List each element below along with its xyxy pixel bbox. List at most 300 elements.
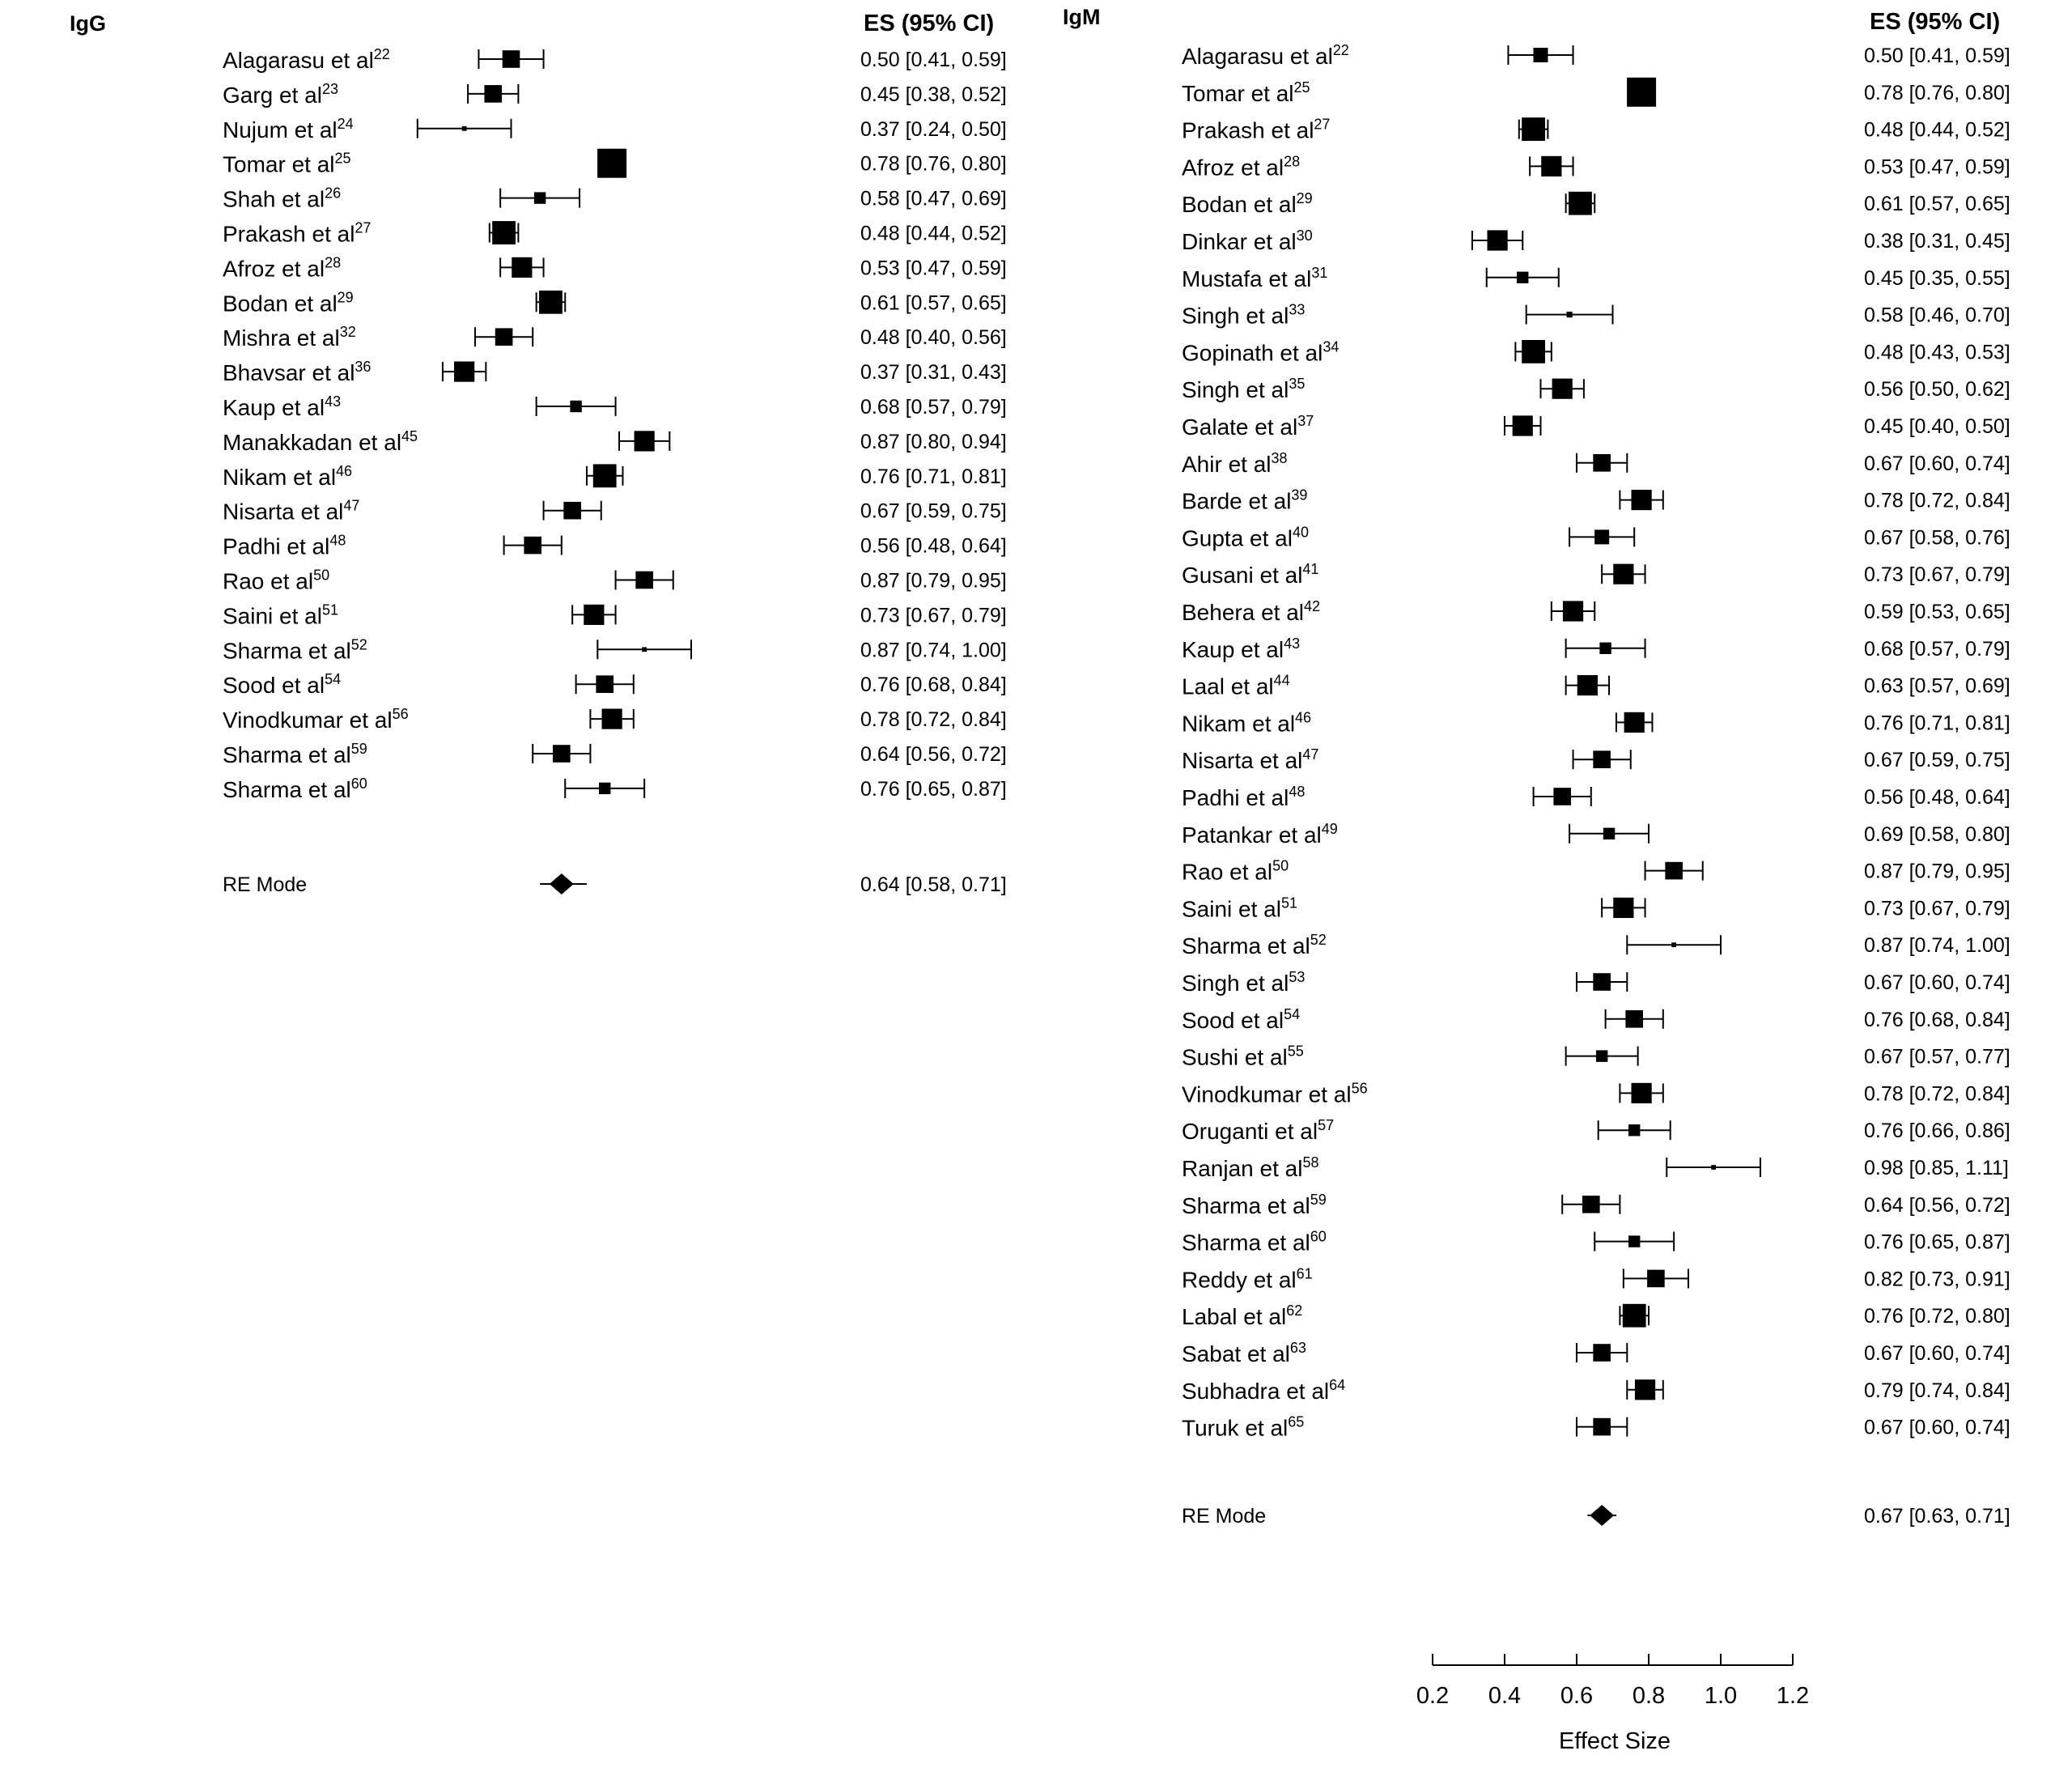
igm-study-ref: 37 (1297, 413, 1314, 429)
igm-point-estimate (1603, 828, 1615, 839)
igm-study-author: Sushi et al (1182, 1044, 1288, 1070)
igm-study-author: Rao et al (1182, 859, 1273, 885)
igg-study-label (223, 359, 371, 385)
igm-study-author: Labal et al (1182, 1304, 1287, 1330)
igg-study-label (223, 776, 367, 802)
igm-x-axis (1416, 1654, 1809, 1709)
igm-axis-tick-label: 0.4 (1488, 1683, 1522, 1709)
igm-study-label (1182, 561, 1318, 588)
igg-ci-value: 0.76 [0.65, 0.87] (860, 777, 1007, 801)
igg-study-row (223, 393, 1007, 420)
igm-study-label (1182, 302, 1305, 329)
igg-study-label (223, 151, 351, 177)
igm-study-author: Sharma et al (1182, 1192, 1310, 1218)
igg-point-estimate (599, 783, 610, 794)
igg-study-author: Shah et al (223, 186, 325, 212)
igg-study-label (223, 533, 346, 559)
igg-study-ref: 25 (334, 150, 351, 167)
igm-study-author: Oruganti et al (1182, 1119, 1318, 1145)
igg-study-author: Sharma et al (223, 638, 351, 664)
igg-study-row (223, 741, 1007, 767)
igm-study-author: Bodan et al (1182, 192, 1297, 218)
igg-study-label (223, 289, 354, 316)
igg-study-author: Sharma et al (223, 742, 351, 767)
igm-study-author: Alagarasu et al (1182, 44, 1333, 69)
igm-point-estimate (1632, 490, 1652, 510)
igm-study-label (1182, 190, 1313, 217)
igg-ci-value: 0.53 [0.47, 0.59] (860, 257, 1007, 280)
igm-study-label (1182, 858, 1289, 885)
igm-study-author: Ahir et al (1182, 451, 1272, 477)
igm-ci-value: 0.67 [0.60, 0.74] (1864, 1416, 2010, 1439)
igg-point-estimate (584, 605, 604, 625)
igg-study-ref: 45 (401, 427, 418, 444)
igm-model-diamond (1590, 1505, 1614, 1526)
igm-study-label (1182, 598, 1320, 625)
igg-study-author: Nikam et al (223, 464, 337, 490)
igm-study-ref: 59 (1310, 1191, 1327, 1208)
igm-point-estimate (1563, 601, 1583, 621)
igm-study-row (1182, 1192, 2010, 1218)
igm-point-estimate (1635, 1379, 1655, 1400)
igg-study-label (223, 81, 338, 108)
igg-ci-value: 0.58 [0.47, 0.69] (860, 187, 1007, 210)
igg-study-ref: 56 (392, 706, 409, 723)
igm-study-row (1182, 78, 2010, 107)
igm-model-label: RE Mode (1182, 1505, 1267, 1528)
igm-ci-value: 0.61 [0.57, 0.65] (1864, 193, 2010, 216)
igg-ci-value: 0.78 [0.76, 0.80] (860, 152, 1007, 176)
igg-study-ref: 47 (343, 497, 360, 514)
igm-study-rows (1182, 42, 2010, 1528)
igm-study-row (1182, 1265, 2010, 1292)
igm-study-row (1182, 450, 2010, 477)
igg-study-author: Padhi et al (223, 533, 330, 559)
igm-study-ref: 43 (1284, 635, 1301, 652)
igm-study-row (1182, 709, 2010, 736)
igm-study-row (1182, 1154, 2009, 1181)
igm-ci-value: 0.50 [0.41, 0.59] (1864, 45, 2010, 67)
igm-study-author: Ranjan et al (1182, 1156, 1303, 1181)
igm-point-estimate (1513, 415, 1533, 436)
igm-study-row (1182, 1043, 2010, 1070)
igm-study-label (1182, 524, 1309, 550)
igg-study-row (223, 324, 1007, 351)
igm-study-author: Nikam et al (1182, 711, 1296, 737)
igg-point-estimate (484, 85, 502, 103)
igm-study-row (1182, 635, 2010, 662)
igg-ci-value: 0.50 [0.41, 0.59] (860, 49, 1007, 71)
igm-study-ref: 41 (1302, 561, 1319, 578)
igg-study-author: Bodan et al (223, 291, 338, 317)
igg-point-estimate (593, 464, 617, 487)
igm-study-label (1182, 376, 1305, 402)
igm-x-axis-title: Effect Size (1558, 1728, 1671, 1754)
igm-study-ref: 52 (1310, 932, 1327, 949)
igm-study-ref: 44 (1273, 672, 1290, 689)
igm-study-ref: 56 (1351, 1080, 1368, 1097)
igm-point-estimate (1671, 942, 1676, 947)
igm-point-estimate (1665, 862, 1683, 880)
igm-study-author: Dinkar et al (1182, 229, 1297, 254)
igm-point-estimate (1517, 272, 1528, 283)
igg-ci-value: 0.48 [0.40, 0.56] (860, 326, 1007, 350)
igm-study-row (1182, 932, 2010, 958)
igm-axis-tick-label: 1.0 (1704, 1683, 1738, 1709)
igm-point-estimate (1613, 898, 1633, 918)
igm-study-author: Gusani et al (1182, 563, 1303, 589)
igg-study-row (223, 46, 1007, 73)
igm-point-estimate (1623, 1304, 1646, 1328)
igm-study-row (1182, 1340, 2010, 1366)
igg-panel-title: IgG (70, 11, 106, 36)
igm-study-row (1182, 524, 2010, 550)
igg-study-ref: 50 (313, 567, 330, 584)
igm-axis-tick-label: 1.2 (1776, 1683, 1810, 1709)
igm-point-estimate (1594, 529, 1609, 544)
igm-axis-tick-label: 0.2 (1416, 1683, 1450, 1709)
igm-study-author: Turuk et al (1182, 1415, 1289, 1441)
igm-point-estimate (1593, 750, 1611, 768)
igm-study-label (1182, 338, 1339, 365)
igm-study-row (1182, 1302, 2010, 1329)
igg-study-author: Saini et al (223, 603, 322, 629)
igg-study-row (223, 220, 1007, 247)
igm-study-ref: 25 (1293, 79, 1310, 96)
igm-point-estimate (1593, 1344, 1611, 1362)
igm-ci-value: 0.68 [0.57, 0.79] (1864, 637, 2010, 661)
igg-study-label (223, 220, 371, 247)
igm-ci-value: 0.78 [0.72, 0.84] (1864, 489, 2010, 512)
igg-study-rows (223, 46, 1007, 896)
igg-point-estimate (539, 291, 563, 314)
igm-study-ref: 34 (1323, 338, 1340, 355)
igm-study-ref: 42 (1304, 598, 1321, 614)
igg-ci-value: 0.76 [0.71, 0.81] (860, 465, 1007, 488)
igm-study-row (1182, 302, 2010, 329)
igm-ci-value: 0.73 [0.67, 0.79] (1864, 897, 2010, 920)
igg-study-ref: 51 (321, 601, 338, 618)
igm-study-author: Gopinath et al (1182, 340, 1323, 366)
igm-study-row (1182, 673, 2010, 699)
igm-study-label (1182, 450, 1288, 477)
igm-point-estimate (1541, 156, 1561, 176)
igm-point-estimate (1488, 230, 1508, 250)
igm-study-label (1182, 709, 1311, 736)
igm-study-author: Patankar et al (1182, 822, 1322, 848)
igg-point-estimate (635, 572, 653, 589)
igm-ci-value: 0.76 [0.71, 0.81] (1864, 712, 2010, 735)
igg-study-author: Tomar et al (223, 151, 335, 177)
igg-study-ref: 46 (336, 462, 353, 479)
igm-study-row (1182, 784, 2010, 810)
igm-study-ref: 49 (1321, 820, 1338, 837)
igm-point-estimate (1628, 1235, 1640, 1247)
igm-model-ci-value: 0.67 [0.63, 0.71] (1864, 1505, 2010, 1528)
igg-model-label: RE Mode (223, 873, 308, 896)
igm-study-ref: 58 (1302, 1154, 1319, 1171)
igg-study-row (223, 567, 1007, 594)
igm-study-ref: 53 (1289, 969, 1306, 985)
igg-study-row (223, 671, 1007, 698)
igg-study-row (223, 81, 1007, 108)
igm-study-label (1182, 1043, 1304, 1070)
igm-ci-value: 0.69 [0.58, 0.80] (1864, 822, 2010, 846)
igm-point-estimate (1632, 1083, 1652, 1103)
igm-study-label (1182, 1229, 1327, 1256)
igm-study-row (1182, 117, 2010, 143)
igm-study-ref: 48 (1289, 784, 1306, 800)
igm-study-ref: 61 (1296, 1265, 1313, 1282)
igg-ci-value: 0.56 [0.48, 0.64] (860, 534, 1007, 558)
igm-point-estimate (1593, 973, 1611, 991)
igm-study-ref: 54 (1284, 1005, 1301, 1022)
igm-study-label (1182, 1377, 1345, 1404)
igg-study-row (223, 776, 1007, 802)
igm-ci-value: 0.67 [0.57, 0.77] (1864, 1045, 2010, 1069)
igm-study-author: Kaup et al (1182, 636, 1284, 662)
igg-point-estimate (642, 647, 647, 652)
igg-study-label (223, 428, 418, 455)
igm-study-label (1182, 1414, 1304, 1441)
igm-study-row (1182, 1229, 2010, 1256)
igg-study-row (223, 428, 1007, 455)
igg-study-ref: 60 (350, 775, 367, 792)
igm-study-author: Mustafa et al (1182, 266, 1312, 291)
igm-point-estimate (1552, 379, 1573, 399)
igg-study-row (223, 463, 1007, 490)
igg-study-author: Afroz et al (223, 256, 325, 282)
igg-point-estimate (563, 502, 581, 520)
igm-study-author: Reddy et al (1182, 1267, 1297, 1293)
igm-study-ref: 46 (1295, 709, 1312, 726)
igm-study-label (1182, 1006, 1300, 1033)
igm-study-label (1182, 153, 1300, 180)
igm-study-ref: 35 (1289, 376, 1306, 393)
igg-study-label (223, 498, 359, 525)
igg-study-label (223, 601, 338, 628)
igm-point-estimate (1711, 1165, 1716, 1170)
igm-ci-value: 0.48 [0.44, 0.52] (1864, 118, 2010, 142)
igg-ci-value: 0.87 [0.80, 0.94] (860, 430, 1007, 453)
igm-ci-value: 0.76 [0.66, 0.86] (1864, 1120, 2010, 1143)
igg-study-row (223, 706, 1007, 733)
igm-point-estimate (1582, 1196, 1600, 1213)
igm-ci-value: 0.56 [0.48, 0.64] (1864, 786, 2010, 809)
igm-point-estimate (1553, 788, 1571, 805)
igm-study-label (1182, 227, 1313, 254)
igg-study-ref: 54 (325, 671, 342, 688)
igm-study-row (1182, 1377, 2010, 1404)
igm-study-label (1182, 1265, 1313, 1292)
igm-study-row (1182, 487, 2010, 514)
igg-panel (70, 11, 1007, 896)
igm-point-estimate (1628, 1124, 1640, 1136)
igm-ci-value: 0.63 [0.57, 0.69] (1864, 674, 2010, 698)
igm-study-row (1182, 227, 2010, 254)
igg-study-label (223, 254, 341, 281)
igm-study-row (1182, 376, 2010, 402)
igm-study-ref: 65 (1288, 1413, 1305, 1430)
igm-ci-value: 0.67 [0.60, 0.74] (1864, 1342, 2010, 1365)
igg-point-estimate (462, 126, 467, 131)
igm-study-author: Nisarta et al (1182, 748, 1303, 774)
igg-study-label (223, 393, 341, 420)
igg-ci-value: 0.68 [0.57, 0.79] (860, 396, 1007, 419)
igm-study-label (1182, 673, 1290, 699)
igm-study-ref: 29 (1296, 190, 1313, 207)
igm-ci-value: 0.48 [0.43, 0.53] (1864, 341, 2010, 364)
igm-study-ref: 40 (1292, 524, 1310, 541)
igm-study-label (1182, 117, 1330, 143)
igm-study-ref: 63 (1289, 1340, 1306, 1356)
igm-study-ref: 62 (1286, 1302, 1303, 1319)
igm-study-row (1182, 561, 2010, 588)
igg-study-row (223, 498, 1007, 525)
igm-ci-value: 0.76 [0.68, 0.84] (1864, 1008, 2010, 1031)
igg-model-diamond (550, 873, 574, 894)
igm-panel (1063, 5, 2010, 1754)
igg-study-ref: 22 (373, 46, 390, 62)
igm-ci-value: 0.87 [0.79, 0.95] (1864, 860, 2010, 883)
igg-study-author: Rao et al (223, 568, 314, 594)
igm-point-estimate (1577, 675, 1598, 695)
igm-ci-value: 0.53 [0.47, 0.59] (1864, 155, 2010, 179)
igg-study-author: Nujum et al (223, 117, 338, 142)
igg-study-author: Manakkadan et al (223, 429, 402, 455)
igm-study-row (1182, 1006, 2010, 1033)
igm-study-author: Galate et al (1182, 414, 1298, 440)
igm-study-author: Laal et al (1182, 674, 1274, 699)
igg-study-label (223, 324, 356, 351)
igm-study-label (1182, 1117, 1334, 1144)
igg-point-estimate (596, 675, 614, 693)
igg-study-ref: 27 (355, 219, 372, 236)
igg-ci-value: 0.48 [0.44, 0.52] (860, 222, 1007, 245)
igm-ci-value: 0.87 [0.74, 1.00] (1864, 934, 2010, 958)
igm-study-row (1182, 190, 2010, 217)
igm-study-ref: 64 (1329, 1376, 1346, 1393)
igg-study-label (223, 741, 367, 767)
igg-point-estimate (495, 328, 513, 346)
igm-study-author: Singh et al (1182, 303, 1289, 329)
igm-point-estimate (1625, 1010, 1643, 1028)
igg-point-estimate (553, 745, 571, 763)
igm-study-label (1182, 932, 1327, 958)
igm-ci-value: 0.67 [0.58, 0.76] (1864, 526, 2010, 550)
igm-ci-value: 0.45 [0.35, 0.55] (1864, 266, 2010, 290)
igg-point-estimate (492, 221, 516, 244)
igm-point-estimate (1593, 1418, 1611, 1436)
igm-point-estimate (1593, 454, 1611, 472)
igm-study-ref: 51 (1280, 894, 1297, 911)
igm-study-author: Vinodkumar et al (1182, 1081, 1352, 1107)
igm-study-ref: 33 (1289, 301, 1306, 318)
igm-study-row (1182, 821, 2010, 848)
igg-ci-value: 0.45 [0.38, 0.52] (860, 83, 1007, 106)
igg-study-author: Alagarasu et al (223, 48, 374, 73)
igm-point-estimate (1599, 643, 1611, 654)
igm-point-estimate (1624, 712, 1645, 733)
igg-study-row (223, 636, 1007, 663)
igm-study-author: Tomar et al (1182, 80, 1294, 106)
igg-study-author: Sood et al (223, 673, 325, 699)
igm-ci-value: 0.58 [0.46, 0.70] (1864, 304, 2010, 327)
igm-ci-value: 0.76 [0.65, 0.87] (1864, 1230, 2010, 1254)
igg-study-ref: 29 (337, 289, 354, 306)
igg-ci-value: 0.78 [0.72, 0.84] (860, 708, 1007, 732)
igm-point-estimate (1569, 192, 1592, 215)
igg-ci-value: 0.37 [0.24, 0.50] (860, 117, 1007, 141)
igm-study-ref: 47 (1302, 746, 1319, 763)
igm-study-ref: 28 (1284, 153, 1301, 170)
igm-study-row (1182, 969, 2010, 996)
igg-study-ref: 48 (329, 532, 346, 549)
igg-study-label (223, 116, 354, 142)
igm-axis-tick-label: 0.8 (1632, 1683, 1666, 1709)
igm-point-estimate (1627, 78, 1656, 107)
igg-study-author: Mishra et al (223, 325, 340, 351)
igg-study-row (223, 533, 1007, 559)
igg-study-author: Prakash et al (223, 221, 355, 247)
igm-point-estimate (1613, 564, 1633, 584)
igg-study-row (223, 116, 1007, 142)
igg-es-header: ES (95% CI) (864, 11, 995, 36)
igm-study-label (1182, 1192, 1327, 1218)
igm-study-ref: 27 (1314, 116, 1331, 133)
igm-ci-value: 0.67 [0.59, 0.75] (1864, 749, 2010, 772)
igm-ci-value: 0.64 [0.56, 0.72] (1864, 1193, 2010, 1217)
igg-study-author: Sharma et al (223, 776, 351, 802)
igg-study-ref: 23 (321, 80, 338, 97)
igg-study-author: Kaup et al (223, 395, 325, 420)
igg-study-ref: 52 (350, 636, 367, 653)
igm-ci-value: 0.67 [0.60, 0.74] (1864, 452, 2010, 475)
igm-panel-title: IgM (1063, 5, 1101, 29)
igm-ci-value: 0.76 [0.72, 0.80] (1864, 1305, 2010, 1328)
igg-point-estimate (524, 537, 541, 555)
igg-point-estimate (512, 257, 532, 278)
igg-model-row (223, 873, 1007, 896)
igm-point-estimate (1534, 48, 1548, 62)
igg-study-row (223, 289, 1007, 316)
igm-study-label (1182, 821, 1338, 848)
igm-study-author: Behera et al (1182, 600, 1304, 625)
igg-study-author: Bhavsar et al (223, 360, 355, 386)
igm-point-estimate (1647, 1270, 1665, 1288)
igg-point-estimate (534, 192, 546, 203)
igg-ci-value: 0.76 [0.68, 0.84] (860, 674, 1007, 697)
igm-study-row (1182, 1414, 2010, 1441)
igm-study-label (1182, 79, 1310, 106)
igg-study-label (223, 671, 341, 698)
igm-study-author: Sood et al (1182, 1007, 1284, 1033)
igm-ci-value: 0.38 [0.31, 0.45] (1864, 230, 2010, 253)
igm-study-row (1182, 746, 2010, 773)
igm-study-author: Sharma et al (1182, 933, 1310, 959)
igm-study-author: Afroz et al (1182, 155, 1284, 181)
igg-ci-value: 0.73 [0.67, 0.79] (860, 604, 1007, 627)
igm-ci-value: 0.56 [0.50, 0.62] (1864, 378, 2010, 402)
igm-point-estimate (1522, 340, 1545, 363)
igm-study-row (1182, 42, 2010, 69)
igm-study-author: Singh et al (1182, 971, 1289, 996)
igm-study-ref: 31 (1311, 264, 1328, 281)
igg-study-ref: 24 (337, 115, 354, 132)
igm-study-row (1182, 894, 2010, 921)
igm-es-header: ES (95% CI) (1870, 9, 2001, 35)
igm-study-ref: 50 (1272, 857, 1289, 874)
